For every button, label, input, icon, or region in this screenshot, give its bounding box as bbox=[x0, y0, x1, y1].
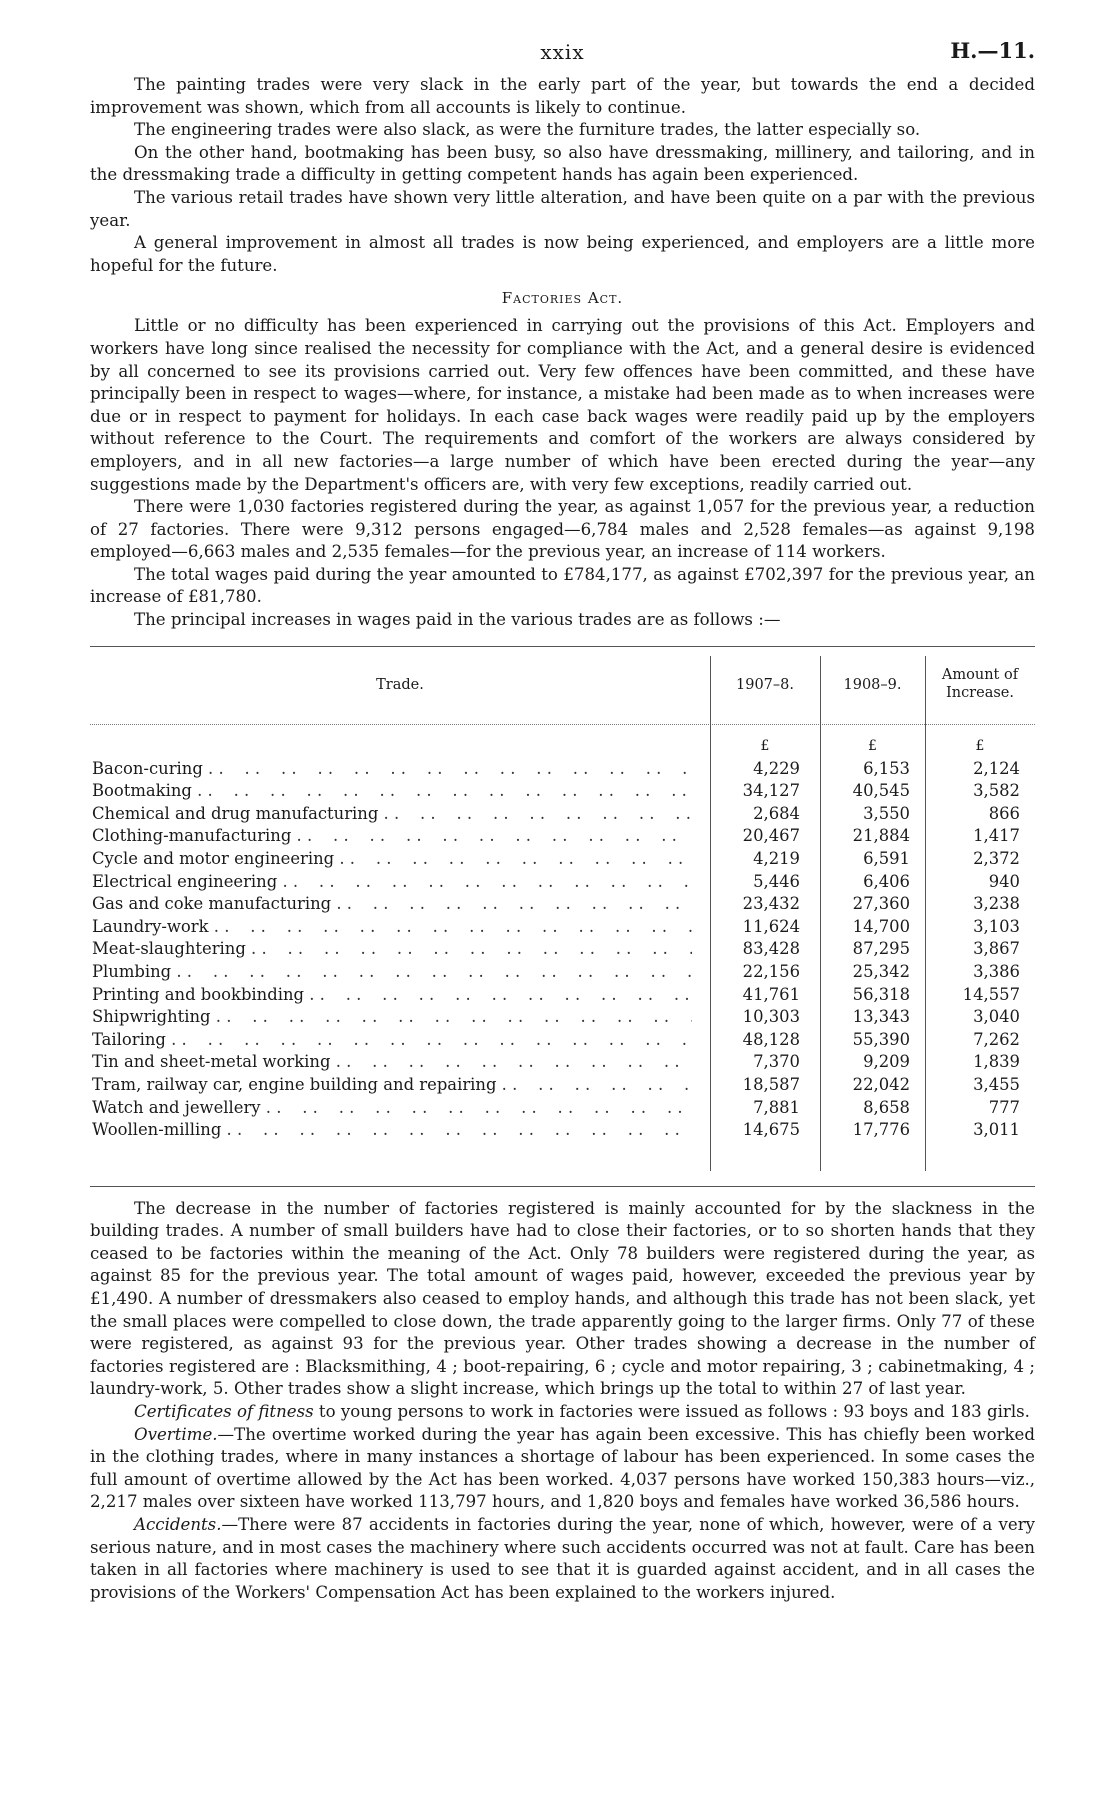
cell-increase: 2,372 bbox=[973, 849, 1020, 869]
paragraph-lead: Accidents. bbox=[134, 1514, 222, 1534]
paragraph: Little or no difficulty has been experienced in carrying out the provisions of this Act. Employers and workers have long since realised the necessity for compliance with the Act, and a general desire is evidenced by all concerned to see its provisions carried out. Very few offences have been committed, and these have principally been in respect to wages—where, for instance, a mistake had been made as to when increases were due or in respect to payment for holidays. In each case back wages were readily paid up by the employers without reference to the Court. The requirements and comfort of the workers are always considered by employers, and in all new factories—a large number of which have been erected during the year—any suggestions made by the Department's officers are, with very few exceptions, readily carried out. bbox=[90, 316, 1035, 494]
cell-1907: 41,761 bbox=[742, 984, 800, 1004]
cell-1908: 6,153 bbox=[863, 758, 910, 778]
cell-1908: 14,700 bbox=[852, 916, 910, 936]
trade-name: Laundry-work . . bbox=[92, 916, 692, 939]
table-row bbox=[90, 1097, 1035, 1120]
document-reference: H.—11. bbox=[950, 38, 1035, 63]
table-header-rule bbox=[90, 724, 1035, 725]
closing-paragraphs bbox=[90, 1198, 1035, 1605]
cell-1907: 20,467 bbox=[742, 826, 800, 846]
cell-1908: 21,884 bbox=[852, 826, 910, 846]
table-row bbox=[90, 848, 1035, 871]
trade-name: Bacon-curing . . bbox=[92, 758, 692, 781]
trade-name: Plumbing . . bbox=[92, 961, 692, 984]
header-year-1907: 1907–8. bbox=[736, 676, 794, 693]
cell-increase: 1,417 bbox=[973, 826, 1020, 846]
cell-1907: 7,370 bbox=[753, 1052, 800, 1072]
table-row bbox=[90, 871, 1035, 894]
document-page bbox=[90, 30, 1035, 1604]
table-bottom-rule bbox=[90, 1186, 1035, 1187]
header-year-1908: 1908–9. bbox=[843, 676, 902, 693]
wages-table bbox=[90, 646, 1035, 1190]
cell-1907: 11,624 bbox=[742, 916, 800, 936]
cell-increase: 3,582 bbox=[973, 781, 1020, 801]
trade-name: Tailoring . . bbox=[92, 1029, 692, 1052]
trade-name: Electrical engineering . . bbox=[92, 871, 692, 894]
table-row bbox=[90, 1074, 1035, 1097]
paragraph: There were 1,030 factories registered during the year, as against 1,057 for the previous year, a reduction of 27 factories. There were 9,312 persons engaged—6,784 males and 2,528 females—as against 9,198 employed—6,663 males and 2,535 females—for the previous year, an increase of 114 workers. bbox=[90, 497, 1035, 562]
trade-name: Gas and coke manufacturing . . bbox=[92, 893, 692, 916]
cell-1908: 56,318 bbox=[852, 984, 910, 1004]
cell-1908: 8,658 bbox=[863, 1097, 910, 1117]
table-row bbox=[90, 758, 1035, 781]
cell-increase: 1,839 bbox=[973, 1052, 1020, 1072]
trade-name: Printing and bookbinding . . bbox=[92, 984, 692, 1007]
paragraph bbox=[90, 1401, 1035, 1424]
unit-label: £ bbox=[760, 737, 770, 754]
trade-name: Bootmaking . . bbox=[92, 780, 692, 803]
cell-1908: 17,776 bbox=[852, 1120, 910, 1140]
trade-name: Cycle and motor engineering . . bbox=[92, 848, 692, 871]
cell-1908: 40,545 bbox=[852, 781, 910, 801]
cell-1907: 4,229 bbox=[753, 758, 800, 778]
paragraph-text: to young persons to work in factories were issued as follows : 93 boys and 183 girls. bbox=[313, 1402, 1030, 1421]
paragraph bbox=[90, 1424, 1035, 1514]
paragraph: The total wages paid during the year amounted to £784,177, as against £702,397 for the previous year, an increase of £81,780. bbox=[90, 564, 1035, 607]
cell-increase: 940 bbox=[988, 871, 1020, 891]
paragraph: On the other hand, bootmaking has been busy, so also have dressmaking, millinery, and tailoring, and in the dressmaking trade a difficulty in getting competent hands has again been experienced. bbox=[90, 142, 1035, 185]
cell-1907: 14,675 bbox=[742, 1120, 800, 1140]
cell-1907: 48,128 bbox=[742, 1029, 800, 1049]
table-body bbox=[90, 758, 1035, 1142]
cell-1907: 34,127 bbox=[742, 781, 800, 801]
paragraph: The various retail trades have shown very little alteration, and have been quite on a par with the previous year. bbox=[90, 187, 1035, 230]
paragraph: The painting trades were very slack in the early part of the year, but towards the end a decided improvement was shown, which from all accounts is likely to continue. bbox=[90, 75, 1035, 117]
cell-1907: 4,219 bbox=[753, 849, 800, 869]
intro-paragraphs bbox=[90, 74, 1035, 277]
cell-1907: 18,587 bbox=[742, 1074, 800, 1094]
paragraph bbox=[90, 1514, 1035, 1604]
cell-1908: 22,042 bbox=[852, 1074, 910, 1094]
cell-1908: 3,550 bbox=[863, 803, 910, 823]
trade-name: Chemical and drug manufacturing . . bbox=[92, 803, 692, 826]
trade-name: Woollen-milling . . bbox=[92, 1119, 692, 1142]
section-heading: Factories Act. bbox=[501, 289, 624, 308]
unit-row bbox=[90, 738, 1035, 758]
cell-1908: 27,360 bbox=[852, 894, 910, 914]
header-trade: Trade. bbox=[376, 676, 424, 693]
table-row bbox=[90, 961, 1035, 984]
paragraph: The engineering trades were also slack, as were the furniture trades, the latter especially so. bbox=[134, 120, 921, 140]
paragraph-text: —There were 87 accidents in factories during the year, none of which, however, were of a very serious nature, and in most cases the machinery where such accidents occurred was not at fault. Care has been taken in all factories where machinery is used to see that it is guarded against accident, and in all cases the provisions of the Workers' Compensation Act has been explained to the workers injured. bbox=[90, 1514, 1035, 1602]
cell-increase: 7,262 bbox=[973, 1029, 1020, 1049]
cell-increase: 2,124 bbox=[973, 758, 1020, 778]
cell-1908: 6,591 bbox=[863, 849, 910, 869]
table-row bbox=[90, 893, 1035, 916]
trade-name: Watch and jewellery . . bbox=[92, 1097, 692, 1120]
cell-1907: 5,446 bbox=[753, 871, 800, 891]
unit-label: £ bbox=[868, 737, 877, 754]
table-top-rule bbox=[90, 646, 1035, 647]
cell-1907: 23,432 bbox=[742, 894, 800, 914]
trade-name: Tin and sheet-metal working . . bbox=[92, 1051, 692, 1074]
cell-increase: 3,455 bbox=[973, 1074, 1020, 1094]
cell-1907: 83,428 bbox=[742, 939, 800, 959]
paragraph bbox=[90, 1198, 1035, 1401]
cell-increase: 777 bbox=[988, 1097, 1020, 1117]
table-row bbox=[90, 1119, 1035, 1142]
page-header bbox=[90, 30, 1035, 74]
cell-1908: 9,209 bbox=[863, 1052, 910, 1072]
trade-name: Tram, railway car, engine building and repairing . . bbox=[92, 1074, 692, 1097]
cell-increase: 3,011 bbox=[973, 1120, 1020, 1140]
table-row bbox=[90, 825, 1035, 848]
table-row bbox=[90, 938, 1035, 961]
factories-act-paragraphs bbox=[90, 315, 1035, 631]
paragraph-lead: Overtime. bbox=[134, 1424, 218, 1444]
table-row bbox=[90, 984, 1035, 1007]
table-row bbox=[90, 803, 1035, 826]
table-row bbox=[90, 1029, 1035, 1052]
unit-label: £ bbox=[975, 737, 985, 754]
paragraph-text: —The overtime worked during the year has again been excessive. This has chiefly been worked in the clothing trades, where in many instances a shortage of labour has been experienced. In some cases the full amount of overtime allowed by the Act has been worked. 4,037 persons have worked 150,383 hours—viz., 2,217 males over sixteen have worked 113,797 hours, and 1,820 boys and females have worked 36,586 hours. bbox=[90, 1424, 1035, 1512]
cell-1907: 10,303 bbox=[742, 1007, 800, 1027]
cell-1908: 55,390 bbox=[852, 1029, 910, 1049]
cell-increase: 3,386 bbox=[973, 962, 1020, 981]
trade-name: Shipwrighting . . bbox=[92, 1006, 692, 1029]
table-row bbox=[90, 780, 1035, 803]
cell-1907: 7,881 bbox=[753, 1097, 800, 1117]
cell-increase: 3,103 bbox=[973, 916, 1020, 936]
trade-name: Meat-slaughtering . . bbox=[92, 938, 692, 961]
header-increase: Amount of Increase. bbox=[941, 666, 1019, 701]
cell-1908: 25,342 bbox=[852, 962, 910, 981]
table-row bbox=[90, 1006, 1035, 1029]
table-row bbox=[90, 916, 1035, 939]
table-row bbox=[90, 1051, 1035, 1074]
cell-increase: 3,867 bbox=[973, 939, 1020, 959]
cell-1907: 2,684 bbox=[753, 803, 800, 823]
paragraph-lead: Certificates of fitness bbox=[134, 1402, 314, 1421]
cell-1908: 6,406 bbox=[863, 871, 910, 891]
cell-increase: 866 bbox=[988, 803, 1020, 823]
cell-increase: 14,557 bbox=[962, 984, 1020, 1004]
paragraph: A general improvement in almost all trades is now being experienced, and employers are a little more hopeful for the future. bbox=[90, 233, 1035, 275]
trade-name: Clothing-manufacturing . . bbox=[92, 825, 692, 848]
page-number: xxix bbox=[540, 40, 585, 64]
cell-1908: 13,343 bbox=[852, 1007, 910, 1027]
cell-increase: 3,238 bbox=[973, 894, 1020, 914]
cell-increase: 3,040 bbox=[973, 1007, 1020, 1027]
paragraph: The principal increases in wages paid in the various trades are as follows :— bbox=[134, 610, 781, 630]
cell-1908: 87,295 bbox=[852, 939, 910, 959]
paragraph-text: The decrease in the number of factories registered is mainly accounted for by the slackness in the building trades. A number of small builders have had to close their factories, or to so shorten hands that they ceased to be factories within the meaning of the Act. Only 78 builders were registered during the year, as against 85 for the previous year. The total amount of wages paid, however, exceeded the previous year by £1,490. A number of dressmakers also ceased to employ hands, and although this trade has not been slack, yet the small places were compelled to close down, the trade apparently going to the larger firms. Only 77 of these were registered, as against 93 for the previous year. Other trades showing a decrease in the number of factories registered are : Blacksmithing, 4 ; boot-repairing, 6 ; cycle and motor repairing, 3 ; cabinetmaking, 4 ; laundry-work, 5. Other trades show a slight increase, which brings up the total to within 27 of last year. bbox=[90, 1198, 1035, 1399]
cell-1907: 22,156 bbox=[742, 962, 800, 981]
